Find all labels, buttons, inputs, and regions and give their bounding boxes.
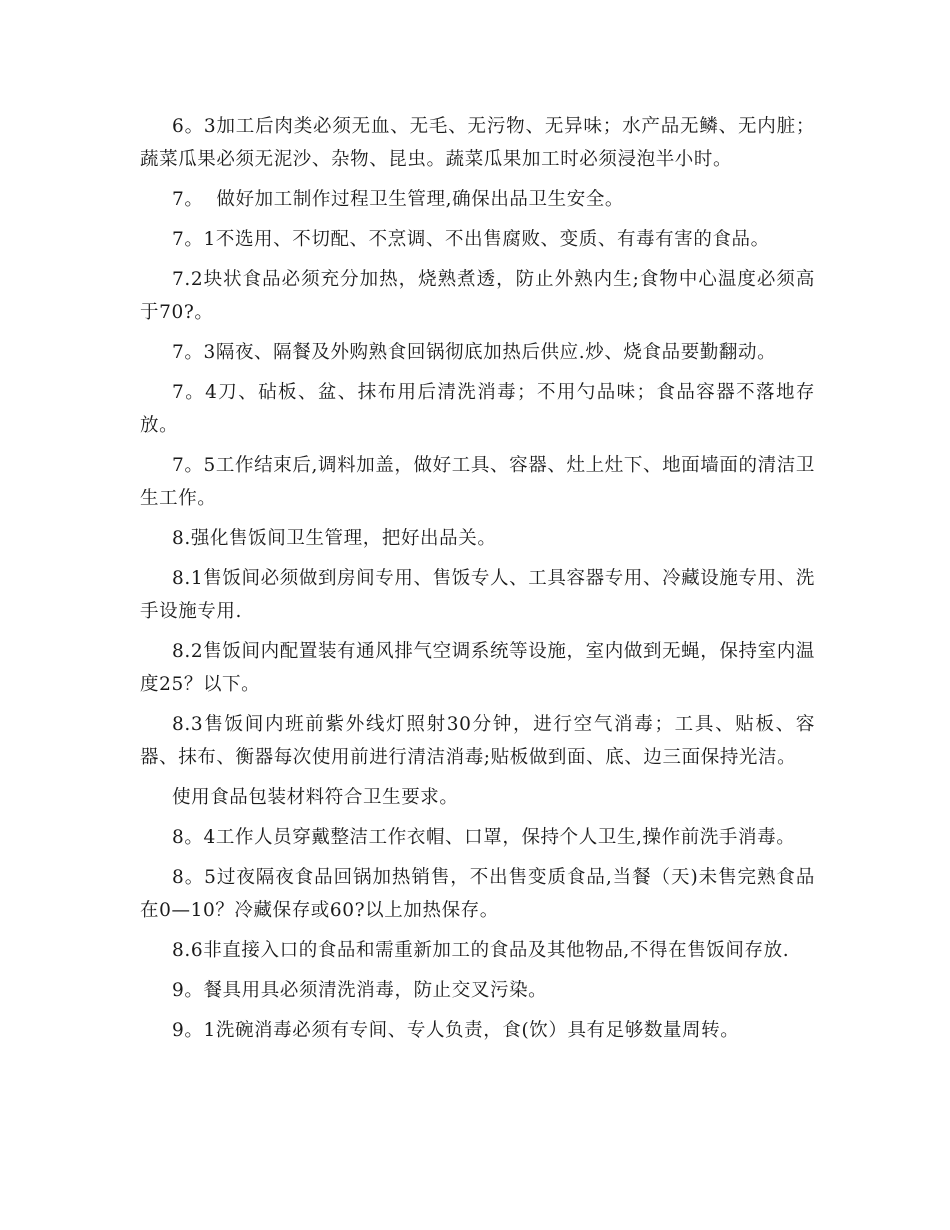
paragraph-9: 9。餐具用具必须清洗消毒，防止交叉污染。 [172,980,548,1001]
paragraph-7-2: 7.2块状食品必须充分加热，烧熟煮透，防止外熟内生;食物中心温度必须高于70?。 [140,269,815,323]
paragraph-8-6: 8.6非直接入口的食品和需重新加工的食品及其他物品,不得在售饭间存放. [172,940,790,961]
paragraph-7-3: 7。3隔夜、隔餐及外购熟食回锅彻底加热后供应.炒、烧食品要勤翻动。 [172,342,777,363]
paragraph-packaging: 使用食品包装材料符合卫生要求。 [172,787,459,808]
paragraph-8: 8.强化售饭间卫生管理，把好出品关。 [172,528,497,549]
paragraph-7-5: 7。5工作结束后,调料加盖，做好工具、容器、灶上灶下、地面墙面的清洁卫生工作。 [140,455,815,509]
paragraph-6-3: 6。3加工后肉类必须无血、无毛、无污物、无异味；水产品无鳞、无内脏；蔬菜瓜果必须无泥沙、杂物、昆虫。蔬菜瓜果加工时必须浸泡半小时。 [140,116,815,170]
paragraph-7: 7。 做好加工制作过程卫生管理,确保出品卫生安全。 [172,189,625,210]
paragraph-8-4: 8。4工作人员穿戴整洁工作衣帽、口罩，保持个人卫生,操作前洗手消毒。 [172,827,796,848]
paragraph-7-4: 7。4刀、砧板、盆、抹布用后清洗消毒；不用勺品味；食品容器不落地存放。 [140,382,815,436]
document-body [140,110,815,1054]
paragraph-8-2: 8.2售饭间内配置装有通风排气空调系统等设施，室内做到无蝇，保持室内温度25？以下。 [140,641,815,695]
paragraph-9-1: 9。1洗碗消毒必须有专间、专人负责，食(饮）具有足够数量周转。 [172,1020,740,1041]
paragraph-8-5: 8。5过夜隔夜食品回锅加热销售，不出售变质食品,当餐（天)未售完熟食品在0—10？冷藏保存或60?以上加热保存。 [140,867,815,921]
paragraph-7-1: 7。1不选用、不切配、不烹调、不出售腐败、变质、有毒有害的食品。 [172,229,770,250]
paragraph-8-1: 8.1售饭间必须做到房间专用、售饭专人、工具容器专用、冷藏设施专用、洗手设施专用. [140,568,815,622]
paragraph-8-3: 8.3售饭间内班前紫外线灯照射30分钟，进行空气消毒；工具、贴板、容器、抹布、衡器每次使用前进行清洁消毒;贴板做到面、底、边三面保持光洁。 [140,714,815,768]
